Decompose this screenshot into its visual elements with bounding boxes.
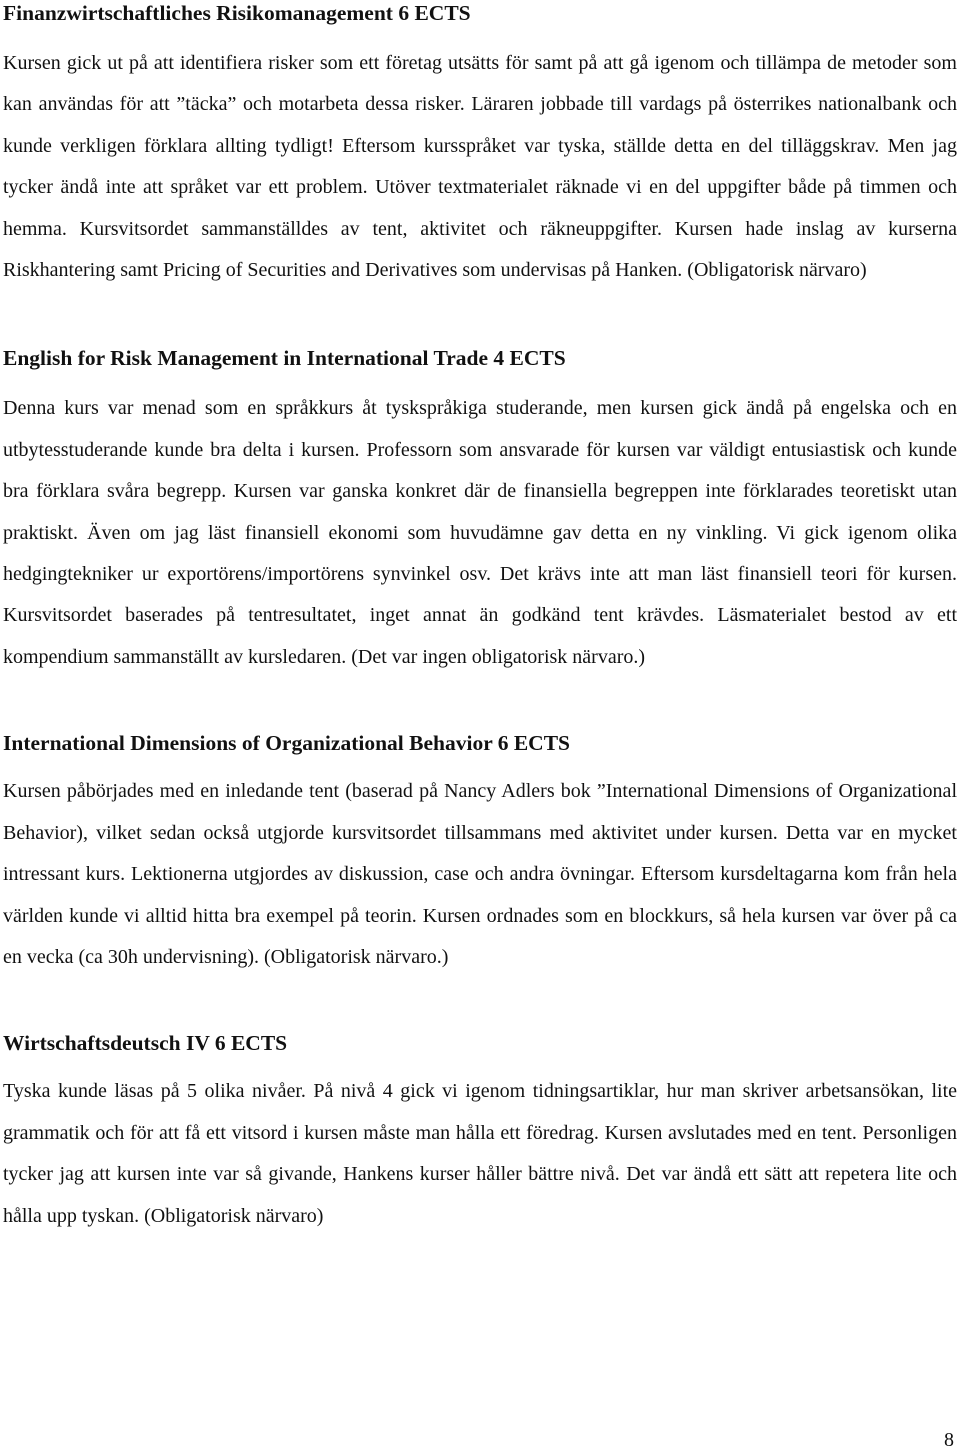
section-body: Kursen gick ut på att identifiera risker som ett företag utsätts för samt på att gå igenom och tillämpa de metoder som kan användas för att ”täcka” och motarbeta dessa risker. Läraren jobbade till vardags på österrikes nationalbank och kunde verkligen förklara allting tydligt! Eftersom kursspråket var tyska, ställde detta en del tilläggskrav. Men jag tycker ändå inte att språket var ett problem. Utöver textmaterialet räknade vi en del uppgifter både på timmen och hemma. Kursvitsordet sammanställdes av tent, aktivitet och räkneuppgifter. Kursen hade inslag av kurserna Riskhantering samt Pricing of Securities and Derivatives som undervisas på Hanken. (Obligatorisk närvaro) (3, 52, 957, 282)
section-body: Tyska kunde läsas på 5 olika nivåer. På nivå 4 gick vi igenom tidningsartiklar, hur man skriver arbetsansökan, lite grammatik och för att få ett vitsord i kursen måste man hålla ett föredrag. Kursen avslutades med en tent. Personligen tycker jag att kursen inte var så givande, Hankens kurser håller bättre nivå. Det var ändå ett sätt att repetera lite och hålla upp tyskan. (Obligatorisk närvaro) (3, 1080, 957, 1227)
section-heading: International Dimensions of Organizational Behavior 6 ECTS (3, 731, 571, 756)
section-body: Kursen påbörjades med en inledande tent (baserad på Nancy Adlers bok ”International Dimensions of Organizational Behavior), vilket sedan också utgjorde kursvitsordet tillsammans med aktivitet under kursen. Detta var en mycket intressant kurs. Lektionerna utgjordes av diskussion, case och andra övningar. Eftersom kursdeltagarna kom från hela världen kunde vi alltid hitta bra exempel på teorin. Kursen ordnades som en blockkurs, så hela kursen var över på ca en vecka (ca 30h undervisning). (Obligatorisk närvaro.) (3, 780, 957, 968)
page-number: 8 (944, 1429, 954, 1451)
section-heading: English for Risk Management in International Trade 4 ECTS (3, 346, 566, 371)
section-heading: Wirtschaftsdeutsch IV 6 ECTS (3, 1031, 288, 1056)
course-section-english-risk (3, 345, 957, 678)
section-body: Denna kurs var menad som en språkkurs åt tyskspråkiga studerande, men kursen gick ändå på engelska och en utbytesstuderande kunde bra delta i kursen. Professorn som ansvarade för kursen var väldigt entusiastisk och kunde bra förklara svåra begrepp. Kursen var ganska konkret där de finansiella begreppen inte förklarades teoretiskt utan praktiskt. Även om jag läst finansiell ekonomi som huvudämne gav detta en ny vinkling. Vi gick igenom olika hedgingtekniker ur exportörens/importörens synvinkel osv. Det krävs inte att man läst finansiell teori för kursen. Kursvitsordet baserades på tentresultatet, inget annat än godkänd tent krävdes. Läsmaterialet bestod av ett kompendium sammanställt av kursledaren. (Det var ingen obligatorisk närvaro.) (3, 397, 957, 668)
document-page (3, 0, 957, 1237)
course-section-organizational-behavior (3, 730, 957, 978)
course-section-wirtschaftsdeutsch (3, 1030, 957, 1237)
course-section-risk-management (3, 0, 957, 291)
section-heading: Finanzwirtschaftliches Risikomanagement 6 ECTS (3, 1, 471, 25)
